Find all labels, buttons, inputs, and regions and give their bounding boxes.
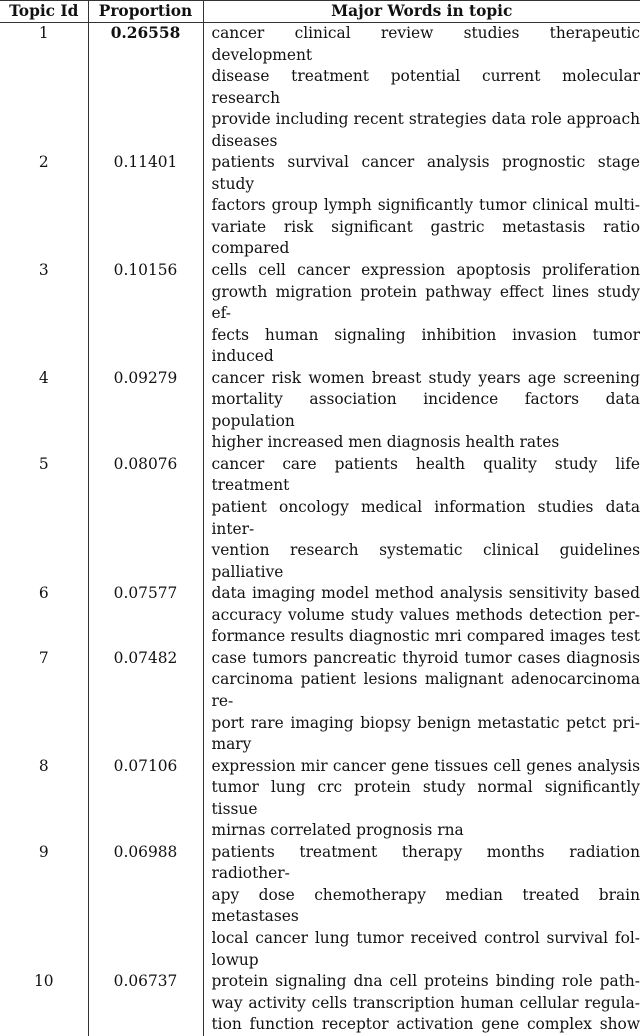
major-words-cell (203, 842, 640, 971)
table-row (0, 971, 640, 1036)
proportion-cell: 0.07106 (88, 756, 203, 842)
topic-id-cell: 8 (0, 756, 88, 842)
major-words-cell (203, 583, 640, 648)
word-line: disease treatment potential current molecular research (212, 66, 640, 109)
header-major-words: Major Words in topic (203, 1, 640, 23)
word-line: cancer clinical review studies therapeutic development (212, 23, 640, 66)
header-proportion: Proportion (88, 1, 203, 23)
proportion-cell: 0.07577 (88, 583, 203, 648)
proportion-cell: 0.10156 (88, 260, 203, 368)
table-row (0, 23, 640, 153)
table-row (0, 648, 640, 756)
table-row (0, 152, 640, 260)
major-words-cell (203, 23, 640, 153)
word-line: patients treatment therapy months radiation radiother- (212, 842, 640, 885)
proportion-cell: 0.06737 (88, 971, 203, 1036)
word-line: lowup (212, 950, 640, 972)
proportion-cell: 0.07482 (88, 648, 203, 756)
word-line: way activity cells transcription human cellular regula- (212, 993, 640, 1015)
word-line: cancer care patients health quality study life treatment (212, 454, 640, 497)
topic-id-cell: 4 (0, 368, 88, 454)
topic-id-cell: 1 (0, 23, 88, 153)
major-words-cell (203, 648, 640, 756)
word-line: tumor lung crc protein study normal significantly tissue (212, 777, 640, 820)
topic-id-cell: 9 (0, 842, 88, 971)
topic-id-cell: 5 (0, 454, 88, 583)
topic-id-cell: 6 (0, 583, 88, 648)
major-words-cell (203, 971, 640, 1036)
word-line: vention research systematic clinical guidelines palliative (212, 540, 640, 583)
proportion-cell: 0.08076 (88, 454, 203, 583)
word-line: fects human signaling inhibition invasion tumor induced (212, 325, 640, 368)
table-row (0, 260, 640, 368)
table-row (0, 842, 640, 971)
word-line: factors group lymph significantly tumor clinical multi- (212, 195, 640, 217)
table-row (0, 454, 640, 583)
word-line: higher increased men diagnosis health rates (212, 432, 640, 454)
header-row (0, 1, 640, 23)
proportion-cell: 0.11401 (88, 152, 203, 260)
word-line: carcinoma patient lesions malignant adenocarcinoma re- (212, 669, 640, 712)
proportion-cell: 0.06988 (88, 842, 203, 971)
word-line: apy dose chemotherapy median treated brain metastases (212, 885, 640, 928)
word-line: formance results diagnostic mri compared images test (212, 626, 640, 648)
topic-id-cell: 10 (0, 971, 88, 1036)
word-line: mary (212, 734, 640, 756)
word-line: patients survival cancer analysis prognostic stage study (212, 152, 640, 195)
word-line: protein signaling dna cell proteins binding role path- (212, 971, 640, 993)
word-line: accuracy volume study values methods detection per- (212, 605, 640, 627)
table-row (0, 756, 640, 842)
word-line: cells cell cancer expression apoptosis proliferation (212, 260, 640, 282)
topic-id-cell: 2 (0, 152, 88, 260)
word-line: case tumors pancreatic thyroid tumor cases diagnosis (212, 648, 640, 670)
word-line: expression mir cancer gene tissues cell genes analysis (212, 756, 640, 778)
major-words-cell (203, 454, 640, 583)
word-line: variate risk significant gastric metastasis ratio compared (212, 217, 640, 260)
word-line: growth migration protein pathway effect lines study ef- (212, 282, 640, 325)
proportion-cell: 0.09279 (88, 368, 203, 454)
major-words-cell (203, 368, 640, 454)
proportion-cell: 0.26558 (88, 23, 203, 153)
word-line: mortality association incidence factors data population (212, 389, 640, 432)
word-line: data imaging model method analysis sensitivity based (212, 583, 640, 605)
major-words-cell (203, 152, 640, 260)
table-row (0, 368, 640, 454)
word-line: local cancer lung tumor received control survival fol- (212, 928, 640, 950)
word-line: diseases (212, 131, 640, 153)
word-line: tion function receptor activation gene complex show (212, 1014, 640, 1036)
major-words-cell (203, 260, 640, 368)
word-line: provide including recent strategies data role approach (212, 109, 640, 131)
topic-id-cell: 3 (0, 260, 88, 368)
word-line: patient oncology medical information studies data inter- (212, 497, 640, 540)
word-line: mirnas correlated prognosis rna (212, 820, 640, 842)
word-line: port rare imaging biopsy benign metastatic petct pri- (212, 713, 640, 735)
major-words-cell (203, 756, 640, 842)
table-row (0, 583, 640, 648)
header-topic-id: Topic Id (0, 1, 88, 23)
word-line: cancer risk women breast study years age screening (212, 368, 640, 390)
topic-id-cell: 7 (0, 648, 88, 756)
